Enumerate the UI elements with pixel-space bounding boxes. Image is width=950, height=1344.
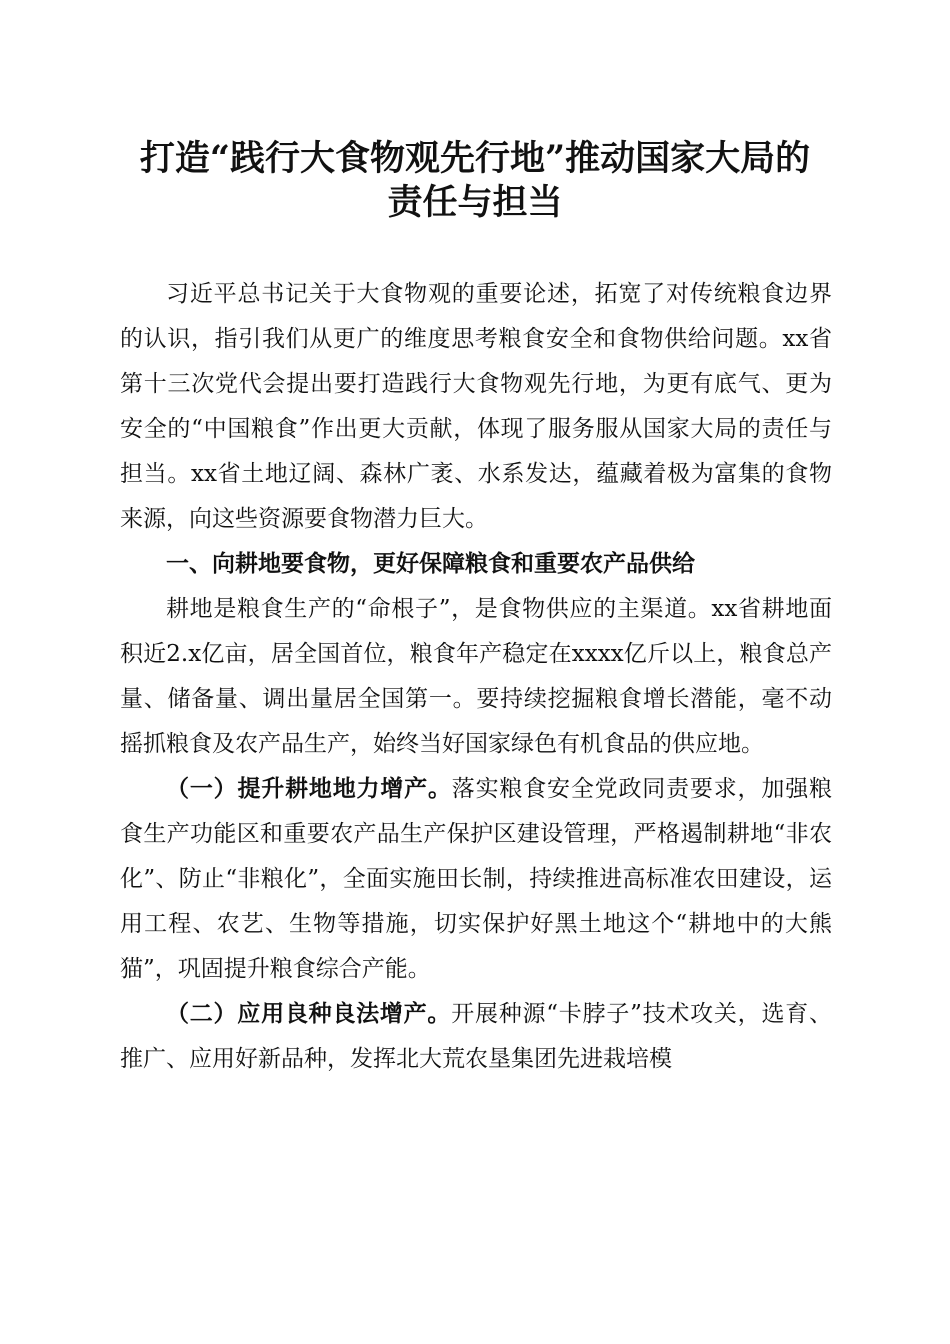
document-title-line-1: 打造“践行大食物观先行地”推动国家大局的 <box>139 138 811 179</box>
subsection-2-text: 开展种源“卡脖子”技术攻关，选育、推广、应用好新品种，发挥北大荒农垦集团先进栽培模 <box>120 1001 832 1072</box>
intro-paragraph: 习近平总书记关于大食物观的重要论述，拓宽了对传统粮食边界的认识，指引我们从更广的维度思考粮食安全和食物供给问题。xx省第十三次党代会提出要打造践行大食物观先行地，为更有底气、更为安全的“中国粮食”作出更大贡献，体现了服务服从国家大局的责任与担当。xx省土地辽阔、森林广袤、水系发达，蕴藏着极为富集的食物来源，向这些资源要食物潜力巨大。 <box>120 281 832 532</box>
document-title-line-2: 责任与担当 <box>387 182 563 223</box>
subsection-2-paragraph <box>120 992 832 1082</box>
subsection-1-text: 落实粮食安全党政同责要求，加强粮食生产功能区和重要农产品生产保护区建设管理，严格遏制耕地“非农化”、防止“非粮化”，全面实施田长制，持续推进高标准农田建设，运用工程、农艺、生物等措施，切实保护好黑土地这个“耕地中的大熊猫”，巩固提升粮食综合产能。 <box>120 776 833 982</box>
subsection-1-paragraph <box>120 767 832 992</box>
subsection-2-label: （二）应用良种良法增产。 <box>166 1001 452 1027</box>
section-1-paragraph: 耕地是粮食生产的“命根子”，是食物供应的主渠道。xx省耕地面积近2.x亿亩，居全国首位，粮食年产稳定在xxxx亿斤以上，粮食总产量、储备量、调出量居全国第一。要持续挖掘粮食增长潜能，毫不动摇抓粮食及农产品生产，始终当好国家绿色有机食品的供应地。 <box>120 596 832 757</box>
subsection-1-label: （一）提升耕地地力增产。 <box>166 776 452 802</box>
section-1-heading: 一、向耕地要食物，更好保障粮食和重要农产品供给 <box>166 551 695 577</box>
document-body <box>120 272 832 1082</box>
